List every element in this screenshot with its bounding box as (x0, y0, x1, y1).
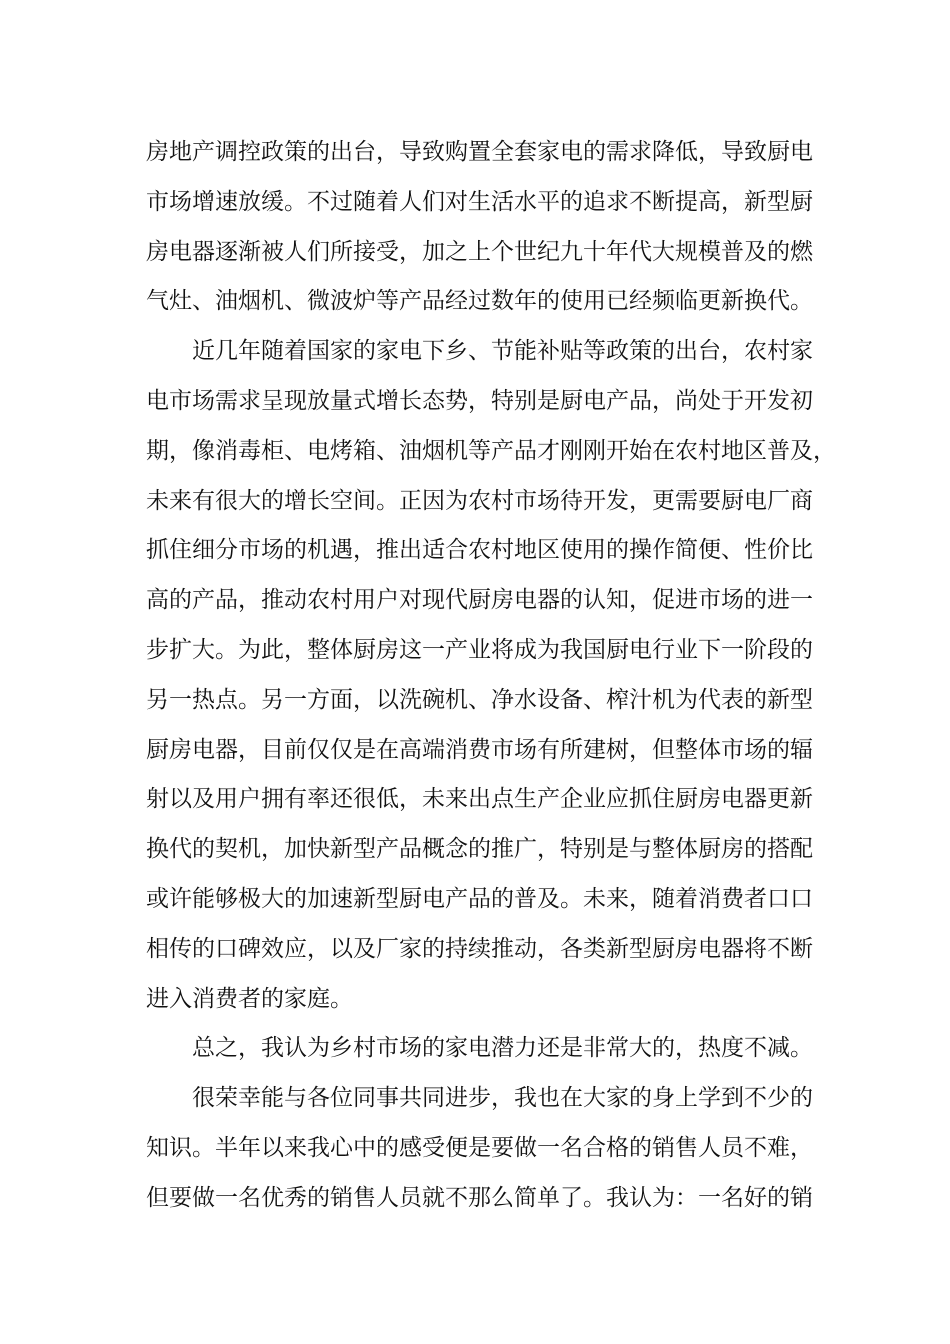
text-line: 高的产品，推动农村用户对现代厨房电器的认知，促进市场的进一 (146, 587, 813, 614)
text-line: 知识。半年以来我心中的感受便是要做一名合格的销售人员不难， (146, 1134, 813, 1161)
text-line: 很荣幸能与各位同事共同进步，我也在大家的身上学到不少的 (192, 1085, 813, 1112)
text-line: 市场增速放缓。不过随着人们对生活水平的追求不断提高，新型厨 (146, 188, 813, 215)
document-body (146, 128, 836, 1224)
text-line: 进入消费者的家庭。 (146, 985, 353, 1012)
text-line: 射以及用户拥有率还很低，未来出点生产企业应抓住厨房电器更新 (146, 786, 813, 813)
text-line: 电市场需求呈现放量式增长态势，特别是厨电产品，尚处于开发初 (146, 387, 813, 414)
text-line: 换代的契机，加快新型产品概念的推广，特别是与整体厨房的搭配 (146, 836, 813, 863)
text-line: 未来有很大的增长空间。正因为农村市场待开发，更需要厨电厂商 (146, 487, 813, 514)
text-line: 房地产调控政策的出台，导致购置全套家电的需求降低，导致厨电 (146, 139, 813, 165)
text-line: 步扩大。为此，整体厨房这一产业将成为我国厨电行业下一阶段的 (146, 636, 813, 663)
text-line: 但要做一名优秀的销售人员就不那么简单了。我认为：一名好的销 (146, 1184, 813, 1211)
text-line: 厨房电器，目前仅仅是在高端消费市场有所建树，但整体市场的辐 (146, 736, 813, 763)
text-line: 抓住细分市场的机遇，推出适合农村地区使用的操作简便、性价比 (146, 537, 813, 564)
text-line: 近几年随着国家的家电下乡、节能补贴等政策的出台，农村家 (192, 338, 813, 365)
text-line: 另一热点。另一方面，以洗碗机、净水设备、榨汁机为代表的新型 (146, 686, 813, 713)
text-line: 总之，我认为乡村市场的家电潜力还是非常大的，热度不减。 (192, 1035, 813, 1062)
text-line: 房电器逐渐被人们所接受，加之上个世纪九十年代大规模普及的燃 (146, 238, 813, 265)
text-line: 或许能够极大的加速新型厨电产品的普及。未来，随着消费者口口 (146, 885, 813, 912)
text-line: 相传的口碑效应，以及厂家的持续推动，各类新型厨房电器将不断 (146, 935, 813, 962)
text-line: 气灶、油烟机、微波炉等产品经过数年的使用已经频临更新换代。 (146, 288, 813, 315)
text-line: 期，像消毒柜、电烤箱、油烟机等产品才刚刚开始在农村地区普及， (146, 437, 836, 464)
